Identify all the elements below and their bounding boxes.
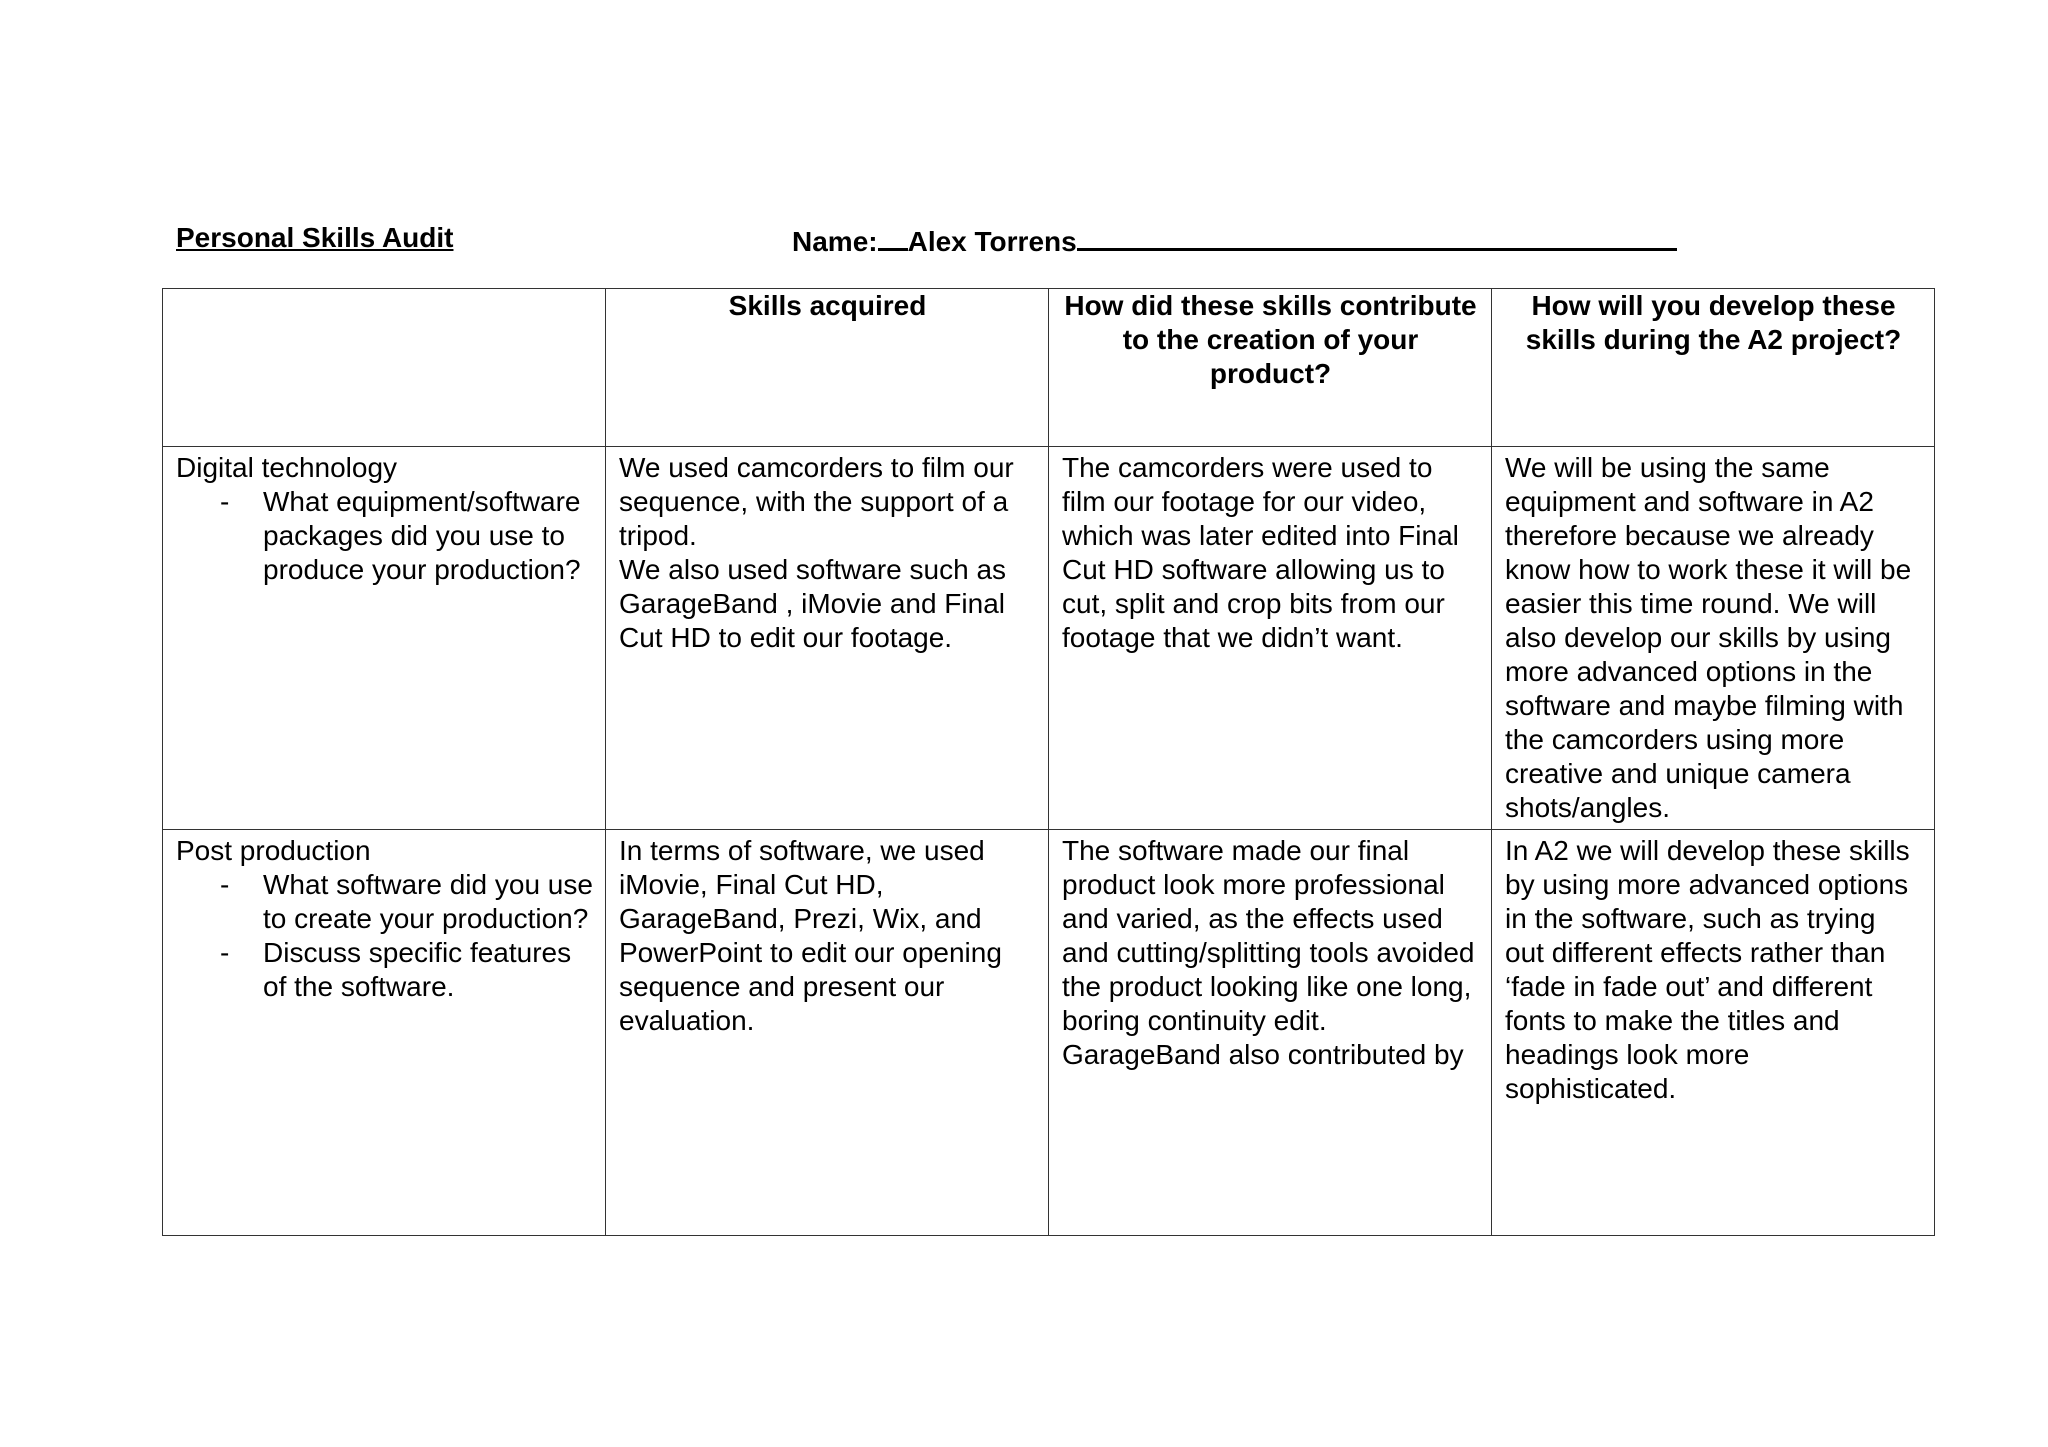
name-value: Alex Torrens [907,226,1077,257]
name-label: Name: [792,226,878,257]
development-cell: We will be using the same equipment and software in A2 therefore because we already know how to work these it will be easier this time round. We will also develop our skills by using more advanced options in the software and maybe filming with the camcorders using more creative and unique camera shots/angles. [1492,447,1935,830]
skills-paragraph: We used camcorders to film our sequence, with the support of a tripod. [619,452,1014,551]
table-row [163,447,1935,830]
skills-paragraph: In terms of software, we used iMovie, Final Cut HD, GarageBand, Prezi, Wix, and PowerPoint to edit our opening sequence and present our evaluation. [619,835,1002,1036]
contribution-cell: The camcorders were used to film our footage for our video, which was later edited into Final Cut HD software allowing us to cut, split and crop bits from our footage that we didn’t want. [1049,447,1492,830]
row-label-cell [163,447,606,830]
column-header-contribution: How did these skills contribute to the creation of your product? [1049,289,1492,447]
table-row [163,830,1935,1236]
name-underline-end [1077,220,1677,251]
column-header-development: How will you develop these skills during the A2 project? [1492,289,1935,447]
row-title-digital-technology: Digital technology [176,452,398,483]
skills-acquired-cell [606,447,1049,830]
row-question-list [176,868,593,1004]
column-header-skills-acquired: Skills acquired [606,289,1049,447]
row-question-text: Discuss specific features of the software. [263,937,572,1002]
contribution-cell: The software made our final product look more professional and varied, as the effects used and cutting/splitting tools avoided the product looking like one long, boring continuity edit. GarageBand also contributed by [1049,830,1492,1236]
row-question-text: What software did you use to create your production? [263,869,593,934]
skills-audit-table [162,288,1935,1236]
row-question: - What software did you use to create your production? [220,869,593,934]
row-question: - What equipment/software packages did you use to produce your production? [220,486,581,585]
document-title: Personal Skills Audit [176,222,454,253]
table-header-row [163,289,1935,447]
document-header [176,220,1706,256]
column-header-empty [163,289,606,447]
skills-paragraph: We also used software such as GarageBand , iMovie and Final Cut HD to edit our footage. [619,554,1007,653]
name-underline-start [878,220,908,251]
development-cell: In A2 we will develop these skills by using more advanced options in the software, such as trying out different effects rather than ‘fade in fade out’ and different fonts to make the titles and headings look more sophisticated. [1492,830,1935,1236]
row-title-post-production: Post production [176,835,371,866]
name-line [792,220,1677,260]
row-question-text: What equipment/software packages did you use to produce your production? [263,486,581,585]
row-question-list [176,485,593,587]
skills-acquired-cell [606,830,1049,1236]
row-question: - Discuss specific features of the software. [220,937,572,1002]
row-label-cell [163,830,606,1236]
